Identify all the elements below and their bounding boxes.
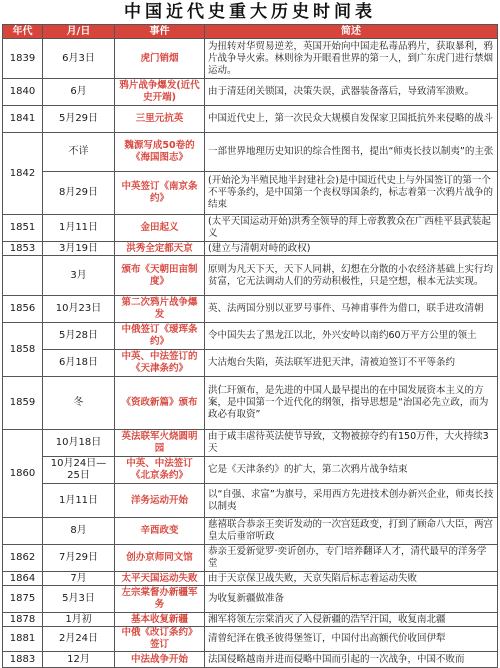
cell-year: 1859 bbox=[3, 377, 43, 430]
cell-event: 辛酉政变 bbox=[115, 518, 205, 545]
table-row bbox=[3, 627, 498, 652]
table-row bbox=[3, 39, 498, 79]
table-row bbox=[3, 613, 498, 627]
cell-year: 1840 bbox=[3, 79, 43, 106]
table-row bbox=[3, 518, 498, 545]
cell-desc: 大沽炮台失陷，英法联军进犯天津，清被迫签订不平等条约 bbox=[205, 350, 498, 377]
cell-event: 基本收复新疆 bbox=[115, 613, 205, 627]
table-header-row bbox=[3, 25, 498, 39]
header-desc: 简述 bbox=[205, 25, 498, 39]
cell-desc: 恭亲王爱新觉罗·奕䜣创办，专门培养翻译人才，清代最早的洋务学堂 bbox=[205, 545, 498, 572]
page-title: 中国近代史重大历史时间表 bbox=[124, 2, 376, 22]
cell-desc: 慈禧联合恭亲王奕䜣发动的一次宫廷政变，打到了顾命八大臣，两宫皇太后垂帘听政 bbox=[205, 518, 498, 545]
cell-date: 8月29日 bbox=[43, 172, 115, 215]
cell-year: 1875 bbox=[3, 586, 43, 613]
cell-desc: 英、法两国分别以亚罗号事件、马神甫事件为借口，联手进攻清朝 bbox=[205, 296, 498, 323]
cell-desc: 清曾纪泽在俄圣彼得堡签订，中国付出高额代价收回伊犁 bbox=[205, 627, 498, 652]
cell-date: 5月29日 bbox=[43, 106, 115, 133]
cell-desc: 法国侵略越南并进而侵略中国而引起的一次战争，中国不败而 bbox=[205, 652, 498, 668]
cell-desc: 一部世界地理历史知识的综合性图书，提出“师夷长技以制夷”的主张 bbox=[205, 133, 498, 172]
table-row bbox=[3, 133, 498, 172]
cell-event: 金田起义 bbox=[115, 215, 205, 242]
table-row bbox=[3, 457, 498, 484]
cell-year bbox=[3, 256, 43, 296]
cell-date: 10月18日 bbox=[43, 430, 115, 457]
cell-desc: (开始沦为半殖民地半封建社会)是中国近代史上与外国签订的第一个不平等条约，是中国第一个丧权辱国条约，标志着第一次鸦片战争的结束 bbox=[205, 172, 498, 215]
cell-event: 中英、中法签订的《天津条约》 bbox=[115, 350, 205, 377]
cell-event: 三里元抗英 bbox=[115, 106, 205, 133]
cell-event: 中英、中法签订《北京条约》 bbox=[115, 457, 205, 484]
cell-event: 左宗棠督办新疆军务 bbox=[115, 586, 205, 613]
cell-year: 1878 bbox=[3, 613, 43, 627]
table-row bbox=[3, 484, 498, 518]
cell-event: 鸦片战争爆发(近代史开端) bbox=[115, 79, 205, 106]
cell-event: 创办京师同文馆 bbox=[115, 545, 205, 572]
cell-desc: 洪仁玕颁布，是先进的中国人最早提出的在中国发展资本主义的方案，是中国第一个近代化的纲领，指导思想是“治国必先立政，而为政必有取资” bbox=[205, 377, 498, 430]
cell-date: 1月初 bbox=[43, 613, 115, 627]
cell-event: 中法战争开始 bbox=[115, 652, 205, 668]
cell-year: 1864 bbox=[3, 572, 43, 586]
table-row bbox=[3, 430, 498, 457]
cell-desc: 由于咸丰虐待英法使节导致，文物被掠夺约有150万件，大火持续3天 bbox=[205, 430, 498, 457]
table-row bbox=[3, 377, 498, 430]
cell-desc: 以“自强、求富”为旗号，采用西方先进技术创办新兴企业，师夷长技以制夷 bbox=[205, 484, 498, 518]
cell-date: 1月11日 bbox=[43, 484, 115, 518]
cell-desc: 为收复新疆做准备 bbox=[205, 586, 498, 613]
table-row bbox=[3, 350, 498, 377]
timeline-table bbox=[2, 24, 498, 668]
cell-event: 第二次鸦片战争爆发 bbox=[115, 296, 205, 323]
cell-date: 5月3日 bbox=[43, 586, 115, 613]
cell-event: 颁布《天朝田亩制度》 bbox=[115, 256, 205, 296]
cell-date: 2月24日 bbox=[43, 627, 115, 652]
cell-event: 洋务运动开始 bbox=[115, 484, 205, 518]
cell-date: 1月11日 bbox=[43, 215, 115, 242]
table-row bbox=[3, 79, 498, 106]
cell-year: 1858 bbox=[3, 323, 43, 377]
table-row bbox=[3, 323, 498, 350]
table-body bbox=[3, 39, 498, 668]
cell-desc: 原则为凡天下天，天下人同耕，幻想在分散的小农经济基础上实行均贫富，它无法调动人们的劳动积极性，只是空想，根本无法实现。 bbox=[205, 256, 498, 296]
cell-event: 中英签订《南京条约》 bbox=[115, 172, 205, 215]
cell-event: 太平天国运动失败 bbox=[115, 572, 205, 586]
cell-event: 英法联军火烧圆明园 bbox=[115, 430, 205, 457]
cell-date: 3月 bbox=[43, 256, 115, 296]
cell-desc: 湘军将领左宗棠消灭了入侵新疆的浩罕汗国，收复南北疆 bbox=[205, 613, 498, 627]
cell-date: 12月 bbox=[43, 652, 115, 668]
cell-date: 7月29日 bbox=[43, 545, 115, 572]
cell-date: 8月 bbox=[43, 518, 115, 545]
cell-desc: (建立与清朝对峙的政权) bbox=[205, 242, 498, 256]
cell-event: 中俄《改订条约》签订 bbox=[115, 627, 205, 652]
cell-date: 6月3日 bbox=[43, 39, 115, 79]
cell-desc: 中国近代史上，第一次民众大规模自发保家卫国抵抗外来侵略的战斗 bbox=[205, 106, 498, 133]
table-row bbox=[3, 652, 498, 668]
cell-date: 10月24日—25日 bbox=[43, 457, 115, 484]
cell-event: 《资政新篇》颁布 bbox=[115, 377, 205, 430]
cell-date: 6月18日 bbox=[43, 350, 115, 377]
cell-date: 不详 bbox=[43, 133, 115, 172]
cell-date: 6月 bbox=[43, 79, 115, 106]
cell-year: 1853 bbox=[3, 242, 43, 256]
cell-event: 虎门销烟 bbox=[115, 39, 205, 79]
header-date: 月/日 bbox=[43, 25, 115, 39]
table-row bbox=[3, 572, 498, 586]
cell-year: 1883 bbox=[3, 652, 43, 668]
cell-year: 1862 bbox=[3, 545, 43, 572]
cell-date: 10月23日 bbox=[43, 296, 115, 323]
cell-desc: 令中国失去了黑龙江以北，外兴安岭以南约60万平方公里的领土 bbox=[205, 323, 498, 350]
cell-year bbox=[3, 518, 43, 545]
table-row bbox=[3, 256, 498, 296]
cell-event: 洪秀全定都天京 bbox=[115, 242, 205, 256]
cell-desc: 为扭转对华贸易逆差，英国开始向中国走私毒品鸦片，获取暴利，鸦片战争导火索。林则徐为开眼看世界的第一人，到广东虎门进行禁烟运动。 bbox=[205, 39, 498, 79]
cell-year: 1842 bbox=[3, 133, 43, 215]
cell-date: 5月28日 bbox=[43, 323, 115, 350]
cell-year: 1851 bbox=[3, 215, 43, 242]
header-event: 事件 bbox=[115, 25, 205, 39]
cell-year: 1856 bbox=[3, 296, 43, 323]
cell-year: 1881 bbox=[3, 627, 43, 652]
cell-desc: 由于天京保卫战失败，天京失陷后标志着运动失败 bbox=[205, 572, 498, 586]
cell-desc: 它是《天津条约》的扩大，第二次鸦片战争结束 bbox=[205, 457, 498, 484]
cell-event: 魏源写成50卷的《海国图志》 bbox=[115, 133, 205, 172]
cell-date: 3月19日 bbox=[43, 242, 115, 256]
header-year: 年代 bbox=[3, 25, 43, 39]
cell-date: 冬 bbox=[43, 377, 115, 430]
table-row bbox=[3, 545, 498, 572]
cell-desc: (太平天国运动开始)洪秀全领导的拜上帝教教众在广西桂平县武装起义 bbox=[205, 215, 498, 242]
cell-year: 1860 bbox=[3, 430, 43, 518]
table-row bbox=[3, 215, 498, 242]
cell-year: 1839 bbox=[3, 39, 43, 79]
cell-event: 中俄签订《瑷珲条约》 bbox=[115, 323, 205, 350]
table-row bbox=[3, 172, 498, 215]
table-row bbox=[3, 586, 498, 613]
table-row bbox=[3, 242, 498, 256]
table-row bbox=[3, 296, 498, 323]
table-row bbox=[3, 106, 498, 133]
cell-desc: 由于清廷闭关锁国，决策失误，武器装备落后，导致清军溃败。 bbox=[205, 79, 498, 106]
cell-date: 7月 bbox=[43, 572, 115, 586]
cell-year: 1841 bbox=[3, 106, 43, 133]
